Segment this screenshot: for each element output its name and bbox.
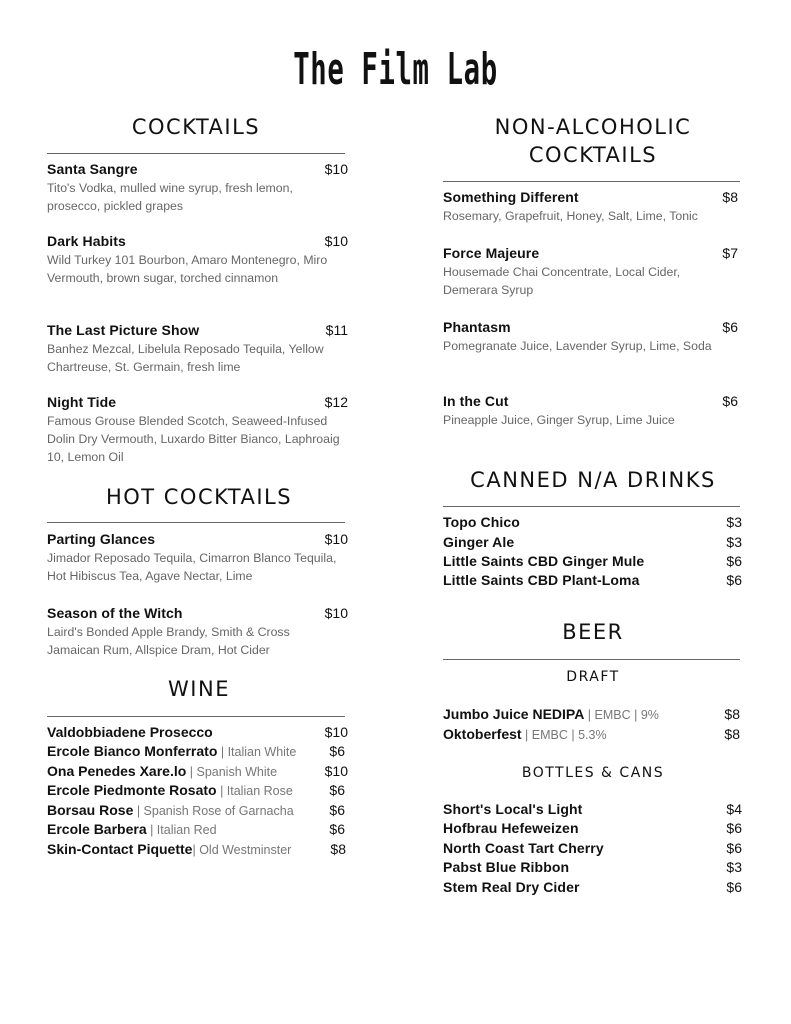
item-price: $8: [724, 726, 740, 742]
item-price: $10: [324, 763, 348, 779]
section-heading-non-alcoholic: NON-ALCOHOLIC: [494, 115, 692, 139]
item-price: $10: [324, 605, 348, 621]
subheading-draft: DRAFT: [566, 669, 620, 685]
item-description: Famous Grouse Blended Scotch, Seaweed-Infused Dolin Dry Vermouth, Luxardo Bitter Bianco, Laphroaig 10, Lemon Oil: [47, 414, 340, 464]
item-name: Stem Real Dry Cider: [443, 879, 580, 895]
item-name: Hofbrau Hefeweizen: [443, 820, 579, 836]
item-description: Pomegranate Juice, Lavender Syrup, Lime, Soda: [443, 339, 712, 353]
item-name: Phantasm: [443, 319, 511, 335]
item-name: Pabst Blue Ribbon: [443, 859, 570, 875]
item-name: Ona Penedes Xare.lo: [47, 763, 187, 779]
item-name: Ercole Barbera: [47, 821, 147, 837]
item-name: North Coast Tart Cherry: [443, 840, 604, 856]
wine-row: [47, 821, 217, 837]
item-price: $3: [726, 534, 742, 550]
item-description: Jimador Reposado Tequila, Cimarron Blanco Tequila, Hot Hibiscus Tea, Agave Nectar, Lime: [47, 551, 337, 583]
item-name: Ercole Bianco Monferrato: [47, 743, 218, 759]
item-price: $7: [722, 245, 738, 261]
item-name: Night Tide: [47, 394, 117, 410]
item-price: $6: [726, 820, 742, 836]
item-note: | Spanish White: [186, 765, 278, 779]
item-name: Dark Habits: [47, 233, 126, 249]
item-price: $12: [324, 394, 348, 410]
divider: [47, 522, 345, 523]
item-name: In the Cut: [443, 393, 509, 409]
item-name: Ercole Piedmonte Rosato: [47, 782, 217, 798]
item-name: Jumbo Juice NEDIPA: [443, 706, 585, 722]
item-description: Laird's Bonded Apple Brandy, Smith & Cross Jamaican Rum, Allspice Dram, Hot Cider: [47, 625, 290, 657]
item-name: Skin-Contact Piquette: [47, 841, 193, 857]
beer-row: [443, 706, 659, 722]
item-note: | Old Westminster: [192, 843, 292, 857]
item-name: Something Different: [443, 189, 579, 205]
item-description: Pineapple Juice, Ginger Syrup, Lime Juice: [443, 413, 675, 427]
item-price: $6: [329, 821, 345, 837]
item-name: Season of the Witch: [47, 605, 183, 621]
item-price: $8: [330, 841, 346, 857]
item-price: $10: [324, 233, 348, 249]
item-name: Short's Local's Light: [443, 801, 583, 817]
section-heading-hot-cocktails: HOT COCKTAILS: [105, 485, 293, 509]
wine-row: [47, 763, 277, 779]
item-description: Rosemary, Grapefruit, Honey, Salt, Lime, Tonic: [443, 209, 698, 223]
item-price: $10: [324, 161, 348, 177]
item-name: Borsau Rose: [47, 802, 134, 818]
item-note: | Italian White: [217, 745, 297, 759]
item-price: $11: [325, 322, 348, 338]
item-price: $6: [329, 782, 345, 798]
divider: [443, 181, 740, 182]
wine-row: [47, 841, 291, 857]
item-price: $6: [726, 572, 742, 588]
item-name: Force Majeure: [443, 245, 540, 261]
wine-row: [47, 802, 294, 818]
section-heading-wine: WINE: [168, 677, 230, 701]
divider: [47, 716, 345, 717]
beer-row: [443, 726, 607, 742]
divider: [443, 659, 740, 660]
page-title: The Film Lab: [293, 44, 498, 95]
item-name: Oktoberfest: [443, 726, 522, 742]
item-price: $3: [726, 514, 742, 530]
section-heading-cocktails: COCKTAILS: [131, 115, 261, 139]
item-price: $8: [724, 706, 740, 722]
item-name: Ginger Ale: [443, 534, 515, 550]
item-price: $10: [324, 531, 348, 547]
item-name: Valdobbiadene Prosecco: [47, 724, 213, 740]
item-note: | Italian Rose: [216, 784, 293, 798]
item-note: | EMBC | 5.3%: [521, 728, 607, 742]
item-description: Banhez Mezcal, Libelula Reposado Tequila, Yellow Chartreuse, St. Germain, fresh lime: [47, 342, 324, 374]
item-name: Parting Glances: [47, 531, 156, 547]
item-description: Wild Turkey 101 Bourbon, Amaro Montenegro, Miro Vermouth, brown sugar, torched cinnamon: [47, 253, 328, 285]
item-name: The Last Picture Show: [47, 322, 200, 338]
divider: [47, 153, 345, 154]
section-heading-canned: CANNED N/A DRINKS: [470, 468, 716, 492]
item-name: Little Saints CBD Plant-Loma: [443, 572, 640, 588]
item-price: $6: [722, 319, 738, 335]
item-price: $6: [722, 393, 738, 409]
item-note: | EMBC | 9%: [584, 708, 659, 722]
item-price: $3: [726, 859, 742, 875]
divider: [443, 506, 740, 507]
wine-row: [47, 724, 213, 740]
item-note: | Italian Red: [146, 823, 217, 837]
item-name: Santa Sangre: [47, 161, 138, 177]
wine-row: [47, 782, 293, 798]
subheading-bottles-cans: BOTTLES & CANS: [521, 765, 665, 781]
item-price: $6: [726, 879, 742, 895]
item-description: Tito's Vodka, mulled wine syrup, fresh lemon, prosecco, pickled grapes: [47, 181, 293, 213]
item-price: $6: [726, 553, 742, 569]
item-price: $6: [726, 840, 742, 856]
item-price: $10: [324, 724, 348, 740]
item-name: Topo Chico: [443, 514, 520, 530]
item-description: Housemade Chai Concentrate, Local Cider, Demerara Syrup: [443, 265, 681, 297]
item-price: $6: [329, 802, 345, 818]
wine-row: [47, 743, 296, 759]
item-price: $6: [329, 743, 345, 759]
item-price: $4: [726, 801, 742, 817]
section-heading-non-alcoholic-line2: COCKTAILS: [528, 143, 658, 167]
item-name: Little Saints CBD Ginger Mule: [443, 553, 645, 569]
item-price: $8: [722, 189, 738, 205]
item-note: | Spanish Rose of Garnacha: [133, 804, 294, 818]
section-heading-beer: BEER: [562, 620, 624, 644]
